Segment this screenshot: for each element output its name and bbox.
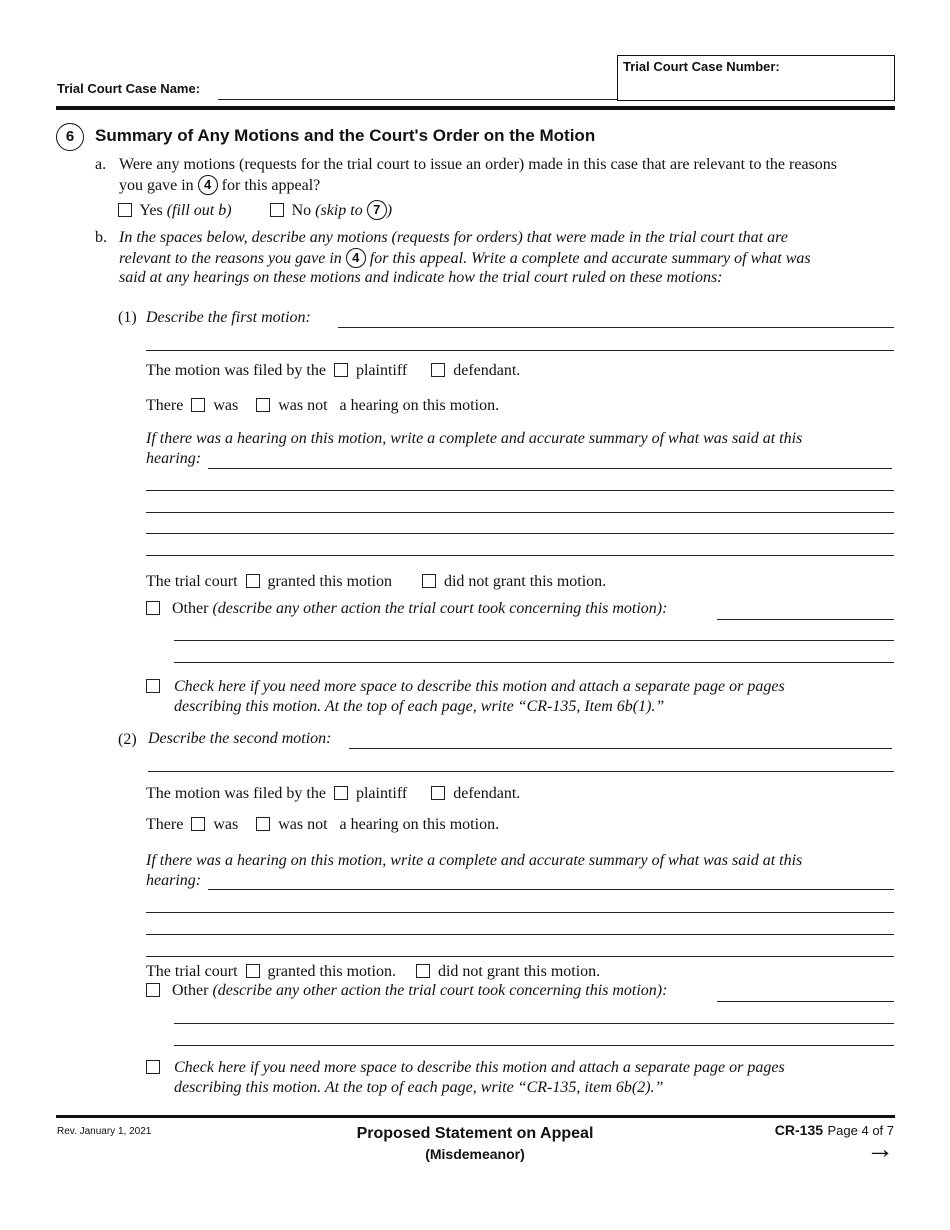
motion2-other-row: Other (describe any other action the trial court took concerning this motion): (146, 981, 667, 1001)
motion1-other-row: Other (describe any other action the trial court took concerning this motion): (146, 599, 667, 619)
part-a-question-line1: Were any motions (requests for the trial court to issue an order) made in this case that are relevant to the reasons (119, 156, 838, 173)
motion2-granted-checkbox[interactable] (246, 964, 260, 978)
no-checkbox[interactable] (270, 203, 284, 217)
motion2-more-space-line2: describing this motion. At the top of each page, write “CR-135, item 6b(2).” (174, 1079, 664, 1096)
motion2-describe-field[interactable] (349, 748, 892, 749)
motion1-hearing-row: There was was not a hearing on this motion. (146, 397, 500, 414)
motion1-hearing-field[interactable] (208, 468, 892, 469)
part-a-letter: a. (95, 156, 107, 173)
motion2-other-field[interactable] (717, 1001, 894, 1002)
motion1-was-checkbox[interactable] (191, 398, 205, 412)
header-rule (56, 106, 895, 110)
motion2-other-field-2[interactable] (174, 1023, 894, 1024)
part-a-options: Yes (fill out b) No (skip to 7 ) (118, 200, 392, 221)
motion1-other-field[interactable] (717, 619, 894, 620)
motion2-ruling-row: The trial court granted this motion. did not grant this motion. (146, 963, 601, 980)
part-b-line2: relevant to the reasons you gave in 4 for this appeal. Write a complete and accurate summary of what was (119, 250, 811, 267)
motion2-hearing-row: There was was not a hearing on this motion. (146, 816, 500, 833)
motion2-if-hearing-line1: If there was a hearing on this motion, write a complete and accurate summary of what was said at this (146, 852, 803, 869)
page-number: Page 4 of 7 (827, 1123, 894, 1138)
motion2-hearing-field[interactable] (208, 889, 894, 890)
footer-rule (56, 1115, 895, 1118)
motion1-other-field-3[interactable] (174, 662, 894, 663)
motion2-more-space-row (146, 1058, 160, 1078)
form-subtitle: (Misdemeanor) (425, 1146, 525, 1162)
part-b-line1: In the spaces below, describe any motions (requests for orders) that were made in the trial court that are (119, 229, 788, 246)
motion2-filed-by: The motion was filed by the plaintiff defendant. (146, 785, 521, 802)
motion2-more-space-line1: Check here if you need more space to describe this motion and attach a separate page or pages (174, 1059, 785, 1076)
motion2-other-field-3[interactable] (174, 1045, 894, 1046)
revision-date: Rev. January 1, 2021 (57, 1126, 152, 1137)
motion1-ruling-row: The trial court granted this motion did not grant this motion. (146, 573, 607, 590)
case-name-field[interactable] (218, 99, 618, 100)
part-b-line3: said at any hearings on these motions and indicate how the trial court ruled on these motions: (119, 269, 723, 286)
motion2-hearing-field-3[interactable] (146, 934, 894, 935)
motion1-describe-field[interactable] (338, 327, 894, 328)
motion2-number: (2) (118, 731, 137, 748)
yes-label: Yes (139, 202, 163, 219)
motion2-describe-field-2[interactable] (148, 771, 894, 772)
motion2-hearing-field-2[interactable] (146, 912, 894, 913)
motion1-number: (1) (118, 309, 137, 326)
motion2-was-not-checkbox[interactable] (256, 817, 270, 831)
no-label: No (291, 202, 312, 219)
motion2-not-granted-checkbox[interactable] (416, 964, 430, 978)
motion1-more-space-line2: describing this motion. At the top of each page, write “CR-135, Item 6b(1).” (174, 698, 665, 715)
motion1-granted-checkbox[interactable] (246, 574, 260, 588)
form-title: Proposed Statement on Appeal (356, 1125, 594, 1142)
part-a-question-line2: you gave in 4 for this appeal? (119, 177, 321, 194)
case-number-label: Trial Court Case Number: (623, 59, 780, 74)
item-ref-4: 4 (198, 175, 218, 195)
motion1-hearing-field-2[interactable] (146, 490, 894, 491)
motion2-other-checkbox[interactable] (146, 983, 160, 997)
motion2-plaintiff-checkbox[interactable] (334, 786, 348, 800)
motion1-was-not-checkbox[interactable] (256, 398, 270, 412)
motion1-more-space-line1: Check here if you need more space to describe this motion and attach a separate page or pages (174, 678, 785, 695)
motion1-defendant-checkbox[interactable] (431, 363, 445, 377)
motion1-hearing-field-3[interactable] (146, 512, 894, 513)
motion1-describe-field-2[interactable] (146, 350, 894, 351)
form-id: CR-135 (774, 1122, 824, 1138)
motion1-if-hearing-line2: hearing: (146, 450, 202, 467)
motion2-if-hearing-line2: hearing: (146, 872, 202, 889)
motion1-filed-by: The motion was filed by the plaintiff defendant. (146, 362, 521, 379)
motion1-other-field-2[interactable] (174, 640, 894, 641)
motion2-defendant-checkbox[interactable] (431, 786, 445, 800)
motion2-hearing-field-4[interactable] (146, 956, 894, 957)
yes-checkbox[interactable] (118, 203, 132, 217)
motion1-if-hearing-line1: If there was a hearing on this motion, write a complete and accurate summary of what was said at this (146, 430, 803, 447)
case-name-label: Trial Court Case Name: (57, 81, 201, 96)
motion1-describe-label: Describe the first motion: (146, 309, 311, 326)
motion1-more-space-checkbox[interactable] (146, 679, 160, 693)
section-title: Summary of Any Motions and the Court's Order on the Motion (95, 126, 596, 145)
motion1-hearing-field-4[interactable] (146, 533, 894, 534)
item-ref-4: 4 (346, 248, 366, 268)
motion2-describe-label: Describe the second motion: (148, 730, 332, 747)
motion1-other-checkbox[interactable] (146, 601, 160, 615)
motion2-was-checkbox[interactable] (191, 817, 205, 831)
case-number-box[interactable] (617, 55, 895, 101)
motion1-not-granted-checkbox[interactable] (422, 574, 436, 588)
item-ref-7: 7 (367, 200, 387, 220)
motion2-more-space-checkbox[interactable] (146, 1060, 160, 1074)
next-page-arrow-icon: → (866, 1133, 894, 1164)
part-b-letter: b. (95, 229, 107, 246)
motion1-more-space-row (146, 677, 160, 697)
section-number-badge: 6 (56, 123, 84, 151)
motion1-plaintiff-checkbox[interactable] (334, 363, 348, 377)
motion1-hearing-field-5[interactable] (146, 555, 894, 556)
